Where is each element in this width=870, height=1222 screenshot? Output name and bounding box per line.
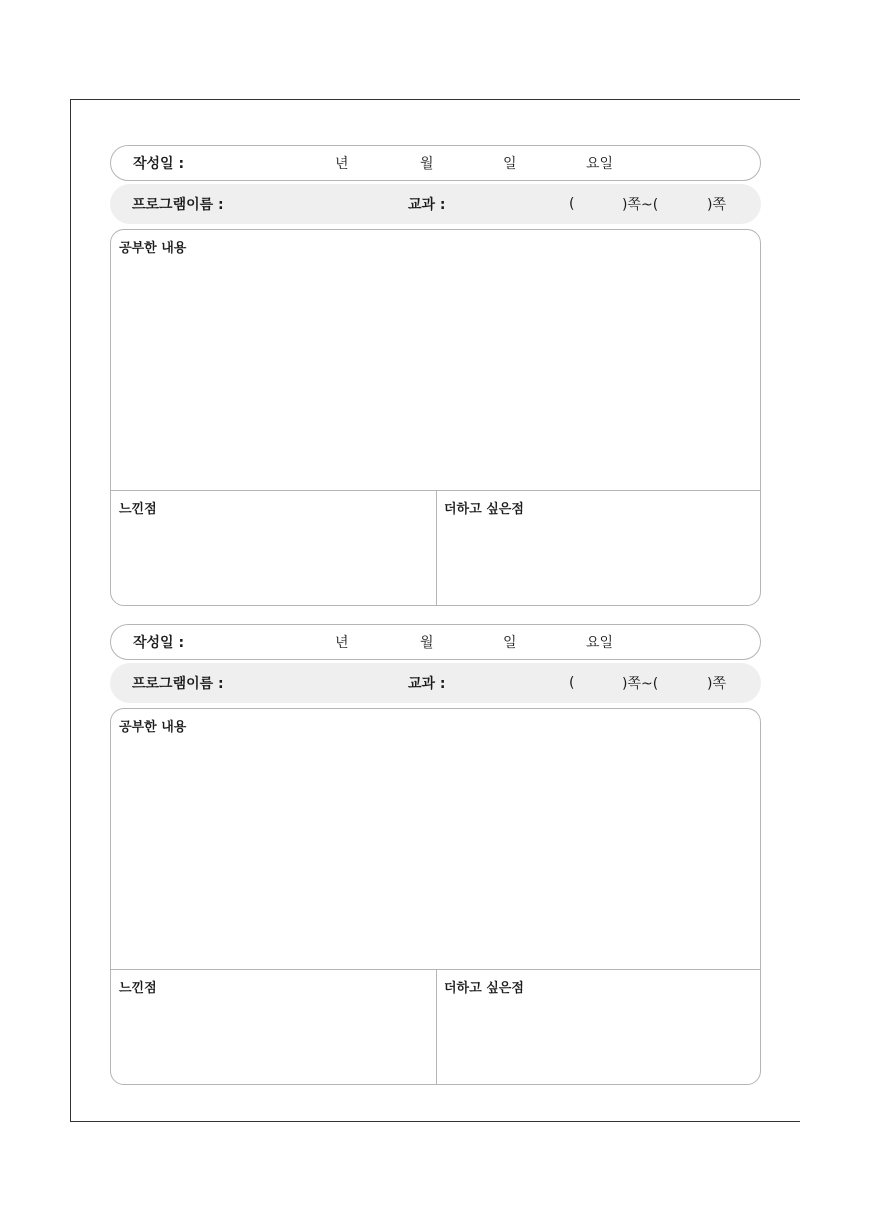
divider [436, 969, 437, 1084]
study-label: 공부한 내용 [119, 720, 187, 735]
weekday-field[interactable] [523, 633, 583, 651]
subject-field[interactable] [455, 674, 560, 692]
page-from-field[interactable] [578, 674, 618, 692]
subject-field[interactable] [455, 195, 560, 213]
content-box [110, 708, 761, 1085]
weekday-label: 요일 [586, 635, 614, 651]
day-field[interactable] [441, 633, 501, 651]
content-box [110, 229, 761, 606]
date-label: 작성일 : [133, 635, 185, 651]
divider [436, 490, 437, 605]
page-to-label: )쪽 [707, 197, 726, 213]
day-label: 일 [503, 635, 517, 651]
feel-label: 느낀점 [119, 981, 157, 996]
weekday-label: 요일 [586, 156, 614, 172]
page-to-field[interactable] [665, 195, 705, 213]
program-label: 프로그램이름 : [132, 197, 224, 213]
feel-label: 느낀점 [119, 502, 157, 517]
study-label: 공부한 내용 [119, 241, 187, 256]
year-label: 년 [335, 635, 349, 651]
program-row [110, 663, 761, 703]
month-field[interactable] [356, 154, 416, 172]
add-label: 더하고 싶은점 [444, 502, 524, 517]
date-label: 작성일 : [133, 156, 185, 172]
program-field[interactable] [235, 674, 400, 692]
day-field[interactable] [441, 154, 501, 172]
page-open-paren: ( [569, 675, 575, 691]
page-to-label: )쪽 [707, 676, 726, 692]
date-row [110, 145, 761, 181]
date-row [110, 624, 761, 660]
add-label: 더하고 싶은점 [444, 981, 524, 996]
day-label: 일 [503, 156, 517, 172]
program-row [110, 184, 761, 224]
year-field[interactable] [201, 154, 331, 172]
page-from-label: )쪽~( [622, 676, 659, 692]
page-from-label: )쪽~( [622, 197, 659, 213]
subject-label: 교과 : [408, 676, 446, 692]
year-label: 년 [335, 156, 349, 172]
record-1 [110, 145, 761, 606]
month-label: 월 [420, 635, 434, 651]
month-field[interactable] [356, 633, 416, 651]
subject-label: 교과 : [408, 197, 446, 213]
record-2 [110, 624, 761, 1085]
weekday-field[interactable] [523, 154, 583, 172]
program-label: 프로그램이름 : [132, 676, 224, 692]
page-to-field[interactable] [665, 674, 705, 692]
month-label: 월 [420, 156, 434, 172]
year-field[interactable] [201, 633, 331, 651]
page-open-paren: ( [569, 196, 575, 212]
page-from-field[interactable] [578, 195, 618, 213]
program-field[interactable] [235, 195, 400, 213]
